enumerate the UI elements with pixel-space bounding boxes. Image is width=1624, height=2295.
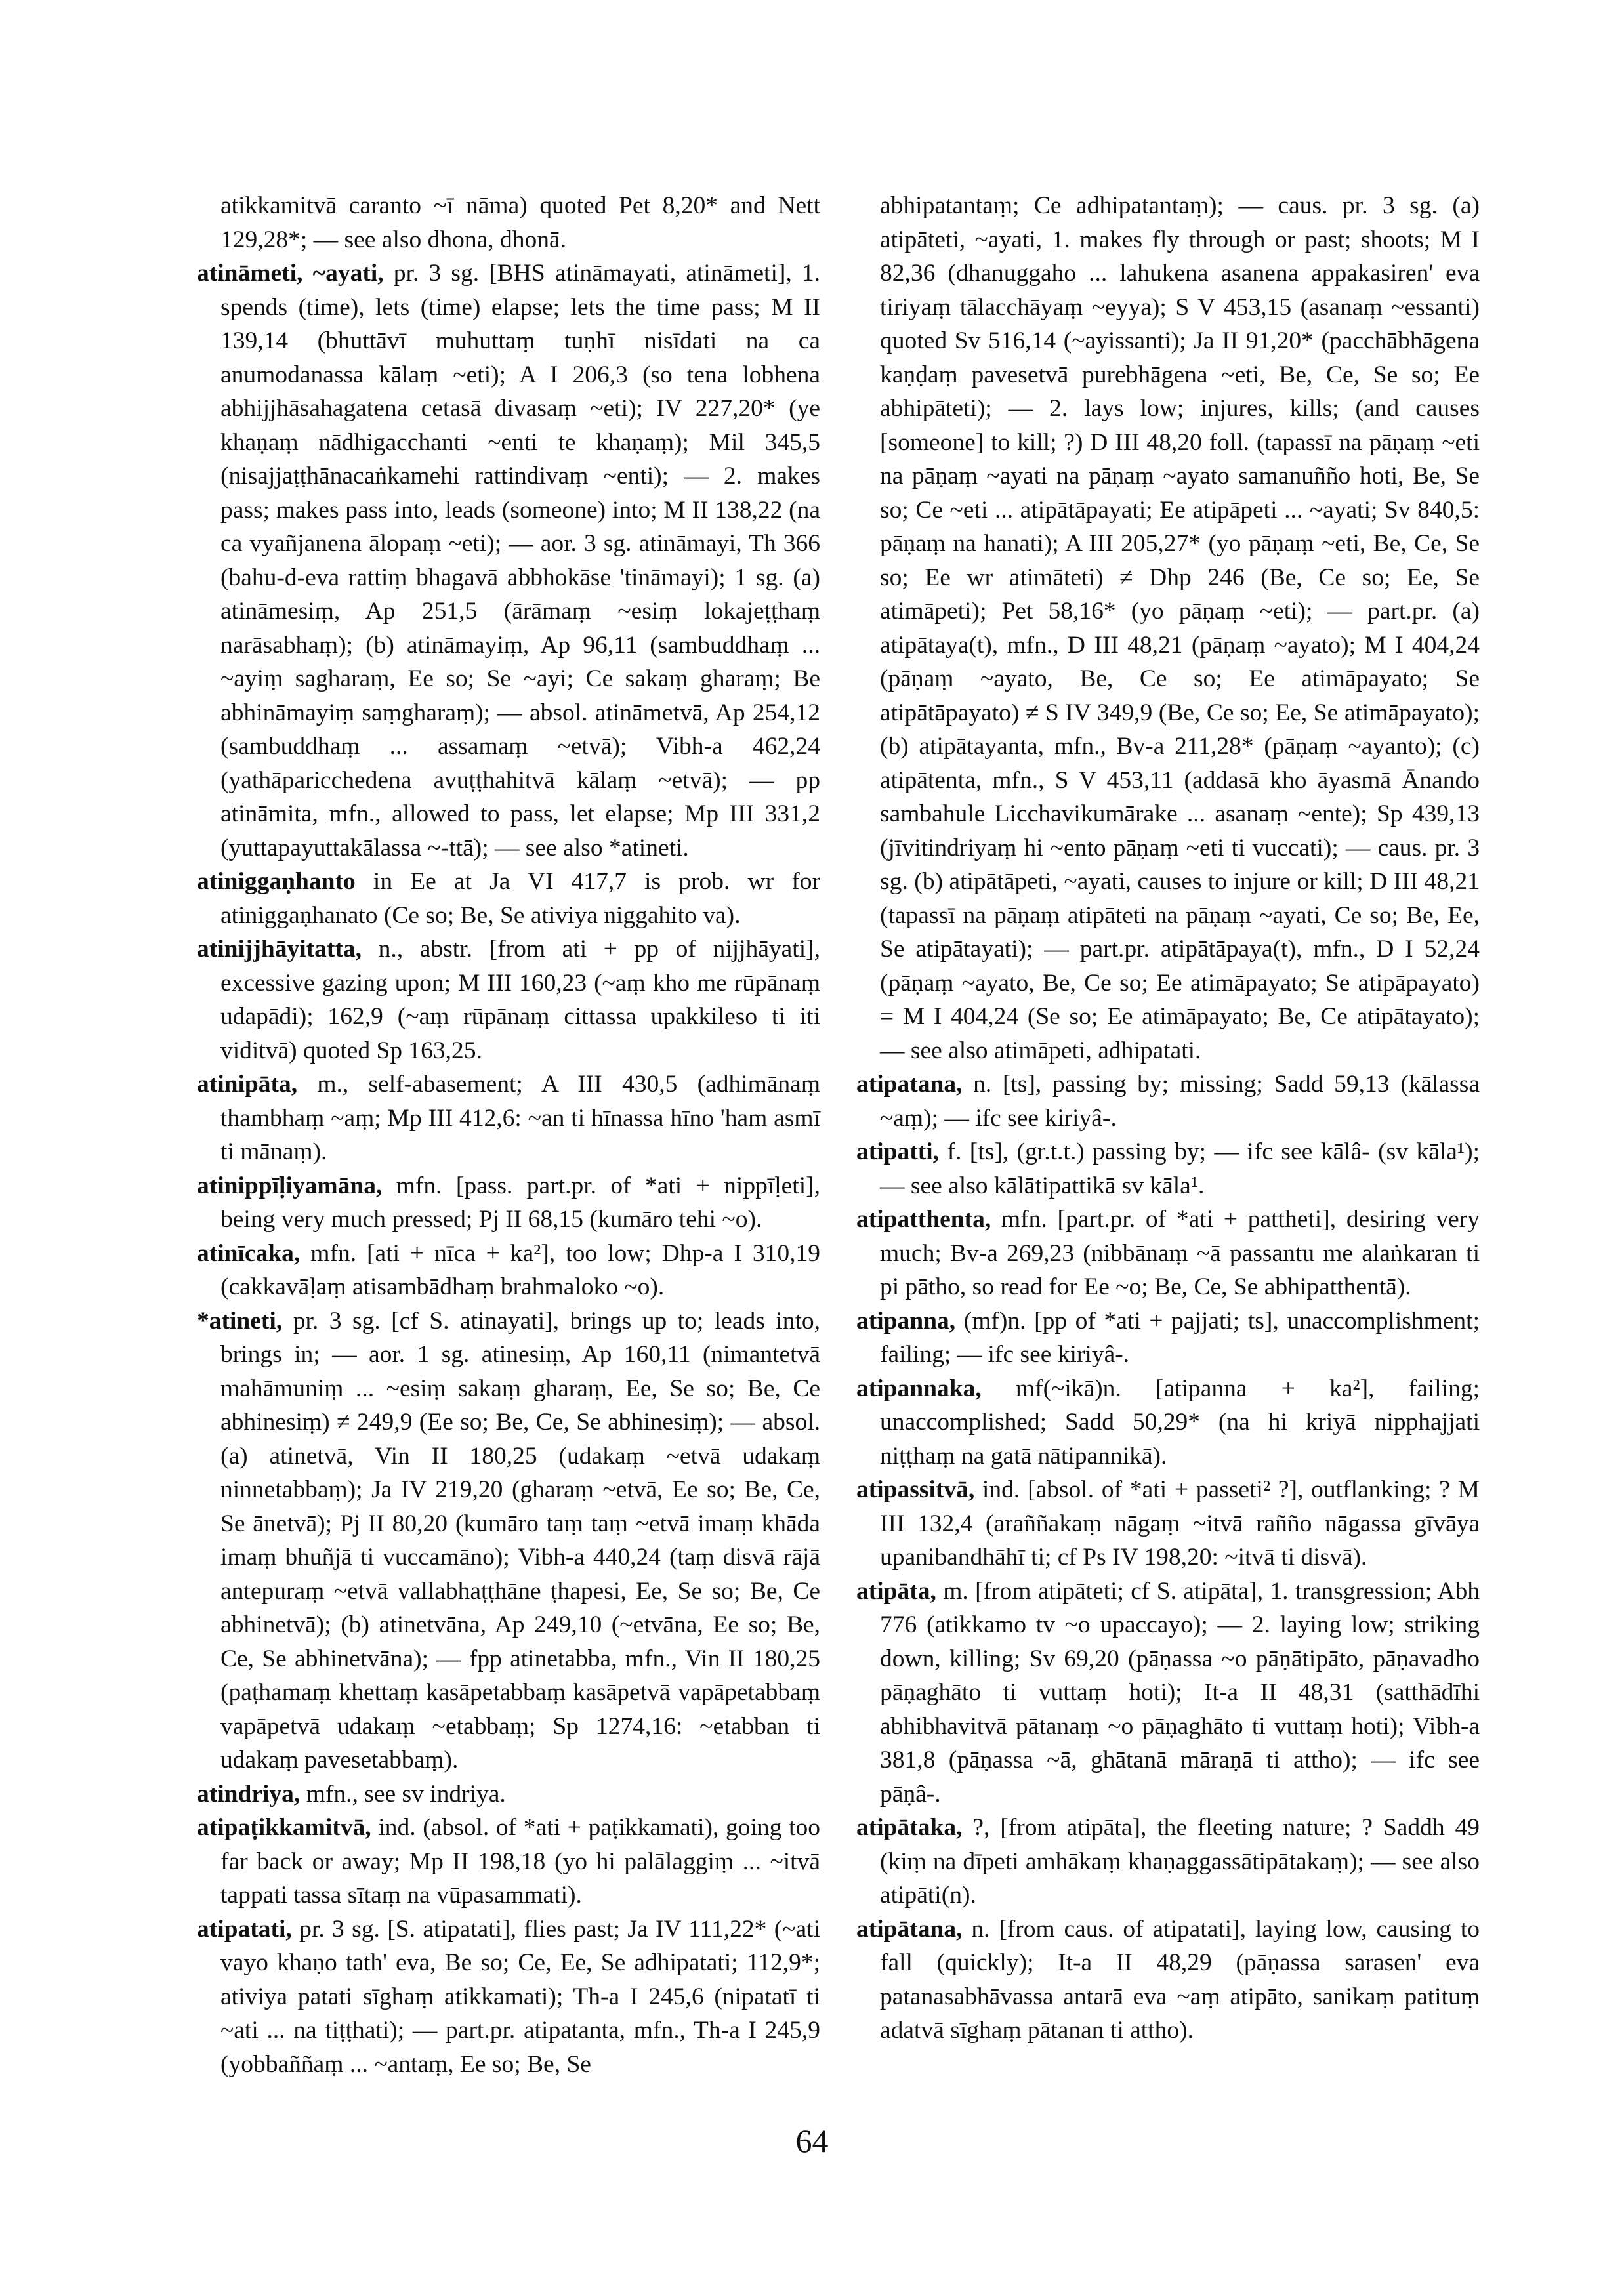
dictionary-entry bbox=[197, 1237, 820, 1304]
dictionary-entry bbox=[856, 1372, 1480, 1474]
entry-body: mfn. [ati + nīca + ka²], too low; Dhp-a I 310,19 (cakkavāḷaṃ atisambādhaṃ brahmaloko ~o). bbox=[220, 1239, 821, 1300]
dictionary-entry bbox=[856, 1135, 1480, 1203]
entry-headword: atiniggaṇhanto bbox=[197, 868, 356, 895]
dictionary-entry bbox=[197, 932, 820, 1067]
right-column bbox=[856, 189, 1480, 2048]
dictionary-entry bbox=[856, 1912, 1480, 2048]
entry-body: n. [from caus. of atipatati], laying low, causing to fall (quickly); It-a II 48,29 (pāṇassa sarasen' eva patanasabhāvassa antarā eva ~aṃ atipāto, sanikaṃ patituṃ adatvā sīghaṃ pātanan ti attho). bbox=[880, 1915, 1480, 2044]
dictionary-entry bbox=[856, 1304, 1480, 1372]
entry-body: mfn. [part.pr. of *ati + pattheti], desiring very much; Bv-a 269,23 (nibbānaṃ ~ā passantu me alaṅkaran ti pi pātho, so read for Ee ~o; Be, Ce, Se abhipatthentā). bbox=[880, 1206, 1480, 1300]
entry-body: n., abstr. [from ati + pp of nijjhāyati], excessive gazing upon; M III 160,23 (~aṃ kho me rūpānaṃ udapādi); 162,9 (~aṃ rūpānaṃ cittassa upakkileso ti iti viditvā) quoted Sp 163,25. bbox=[220, 936, 821, 1064]
entry-body: abhipatantaṃ; Ce adhipatantaṃ); — caus. pr. 3 sg. (a) atipāteti, ~ayati, 1. makes fly through or past; shoots; M I 82,36 (dhanuggaho ... lahukena asanena appakasiren' eva tiriyaṃ tālacchāyaṃ ~eyya); S V 453,15 (asanaṃ ~essanti) quoted Sv 516,14 (~ayissanti); Ja II 91,20* (pacchābhāgena kaṇḍaṃ pavesetvā purebhāgena ~eti, Be, Ce, Se so; Ee abhipāteti); — 2. lays low; injures, kills; (and causes [someone] to kill; ?) D III 48,20 foll. (tapassī na pāṇaṃ ~eti na pāṇaṃ ~ayati na pāṇaṃ ~ayato samanuñño hoti, Be, Se so; Ce ~eti ... atipātāpayati; Ee atipāpeti ... ~ayati; Sv 840,5: pāṇaṃ na hanati); A III 205,27* (yo pāṇaṃ ~eti, Be, Ce, Se so; Ee wr atimāteti) ≠ Dhp 246 (Be, Ce so; Ee, Se atimāpeti); Pet 58,16* (yo pāṇaṃ ~eti); — part.pr. (a) atipātaya(t), mfn., D III 48,21 (pāṇaṃ ~ayato); M I 404,24 (pāṇaṃ ~ayato, Be, Ce so; Ee atimāpayato; Se atipātāpayato) ≠ S IV 349,9 (Be, Ce so; Ee, Se atimāpayato); (b) atipātayanta, mfn., Bv-a 211,28* (pāṇaṃ ~ayanto); (c) atipātenta, mfn., S V 453,11 (addasā kho āyasmā Ānando sambahule Licchavikumārake ... asanaṃ ~ente); Sp 439,13 (jīvitindriyaṃ hi ~ento pāṇaṃ ~eti ti vuccati); — caus. pr. 3 sg. (b) atipātāpeti, ~ayati, causes to injure or kill; D III 48,21 (tapassī na pāṇaṃ atipāteti na pāṇaṃ ~ayati, Ce so; Be, Ee, Se atipātayati); — part.pr. atipātāpaya(t), mfn., D I 52,24 (pāṇaṃ ~ayato, Be, Ce so; Ee atimāpayato; Se atipāpayato) = M I 404,24 (Se so; Ee atimāpayato; Be, Ce atipātayato); — see also atimāpeti, adhipatati. bbox=[880, 192, 1480, 1064]
dictionary-entry bbox=[197, 1067, 820, 1169]
entry-headword: atināmeti, ~ayati, bbox=[197, 260, 384, 287]
entry-headword: atinīcaka, bbox=[197, 1239, 301, 1267]
dictionary-entry bbox=[856, 1473, 1480, 1575]
entry-headword: atipātaka, bbox=[856, 1814, 963, 1841]
entry-headword: atindriya, bbox=[197, 1780, 301, 1808]
entry-body: pr. 3 sg. [cf S. atinayati], brings up to; leads into, brings in; — aor. 1 sg. atinesiṃ, Ap 160,11 (nimantetvā mahāmuniṃ ... ~esiṃ sakaṃ gharaṃ, Ee, Se so; Be, Ce abhinesiṃ) ≠ 249,9 (Ee so; Be, Ce, Se abhinesiṃ); — absol. (a) atinetvā, Vin II 180,25 (udakaṃ ~etvā udakaṃ ninnetabbaṃ); Ja IV 219,20 (gharaṃ ~etvā, Ee so; Be, Ce, Se ānetvā); Pj II 80,20 (kumāro taṃ taṃ ~etvā imaṃ khāda imaṃ bhuñjā ti vuccamāno); Vibh-a 440,24 (taṃ disvā rājā antepuraṃ ~etvā vallabhaṭṭhāne ṭhapesi, Ee, Se so; Be, Ce abhinetvā); (b) atinetvāna, Ap 249,10 (~etvāna, Ee so; Be, Ce, Se abhinetvāna); — fpp atinetabba, mfn., Vin II 180,25 (paṭhamaṃ khettaṃ kasāpetabbaṃ kasāpetvā vapāpetabbaṃ vapāpetvā udakaṃ ~etabbaṃ; Sp 1274,16: ~etabban ti udakaṃ pavesetabbaṃ). bbox=[220, 1307, 821, 1773]
entry-headword: atipaṭikkamitvā, bbox=[197, 1814, 371, 1841]
entry-headword: atipatthenta, bbox=[856, 1206, 991, 1233]
entry-headword: atipanna, bbox=[856, 1307, 956, 1334]
entry-body: ind. (absol. of *ati + paṭikkamati), going too far back or away; Mp II 198,18 (yo hi palālaggiṃ ... ~itvā tappati tassa sītaṃ na vūpasammati). bbox=[220, 1814, 820, 1909]
entry-headword: atipatana, bbox=[856, 1071, 963, 1098]
entry-body: m. [from atipāteti; cf S. atipāta], 1. transgression; Abh 776 (atikkamo tv ~o upaccayo); — 2. laying low; striking down, killing; Sv 69,20 (pāṇassa ~o pāṇātipāto, pāṇavadho pāṇaghāto ti vuttaṃ hoti); It-a II 48,31 (satthādīhi abhibhavitvā pātanaṃ ~o pāṇaghāto ti vuttaṃ hoti); Vibh-a 381,8 (pāṇassa ~ā, ghātanā māraṇā ti attho); — ifc see pāṇâ-. bbox=[880, 1577, 1480, 1808]
page-number: 64 bbox=[795, 2122, 829, 2159]
dictionary-entry bbox=[197, 1777, 820, 1811]
entry-headword: *atineti, bbox=[197, 1307, 283, 1334]
dictionary-entry bbox=[856, 189, 1480, 1067]
entry-body: mfn. [pass. part.pr. of *ati + nippīḷeti], being very much pressed; Pj II 68,15 (kumāro tehi ~o). bbox=[220, 1172, 820, 1233]
dictionary-entry bbox=[856, 1811, 1480, 1912]
entry-body: f. [ts], (gr.t.t.) passing by; — ifc see kālâ- (sv kāla¹); — see also kālātipattikā sv kāla¹. bbox=[880, 1138, 1480, 1199]
dictionary-entry bbox=[856, 1203, 1480, 1304]
dictionary-entry bbox=[197, 257, 820, 865]
entry-body: mf(~ikā)n. [atipanna + ka²], failing; unaccomplished; Sadd 50,29* (na hi kriyā nipphajjati niṭṭhaṃ na gatā nātipannikā). bbox=[880, 1375, 1480, 1470]
dictionary-entry bbox=[197, 1912, 820, 2082]
dictionary-entry bbox=[197, 189, 820, 257]
dictionary-entry bbox=[197, 865, 820, 932]
dictionary-entry bbox=[197, 1169, 820, 1237]
dictionary-entry bbox=[856, 1575, 1480, 1811]
entry-body: m., self-abasement; A III 430,5 (adhimānaṃ thambhaṃ ~aṃ; Mp III 412,6: ~an ti hīnassa hīno 'ham asmī ti mānaṃ). bbox=[220, 1071, 820, 1165]
entry-headword: atipassitvā, bbox=[856, 1476, 975, 1503]
entry-body: (mf)n. [pp of *ati + pajjati; ts], unaccomplishment; failing; — ifc see kiriyâ-. bbox=[880, 1307, 1480, 1368]
entry-headword: atipāta, bbox=[856, 1577, 936, 1605]
dictionary-entry bbox=[197, 1811, 820, 1912]
entry-body: ind. [absol. of *ati + passeti² ?], outflanking; ? M III 132,4 (araññakaṃ nāgaṃ ~itvā rañño nāgassa gīvāya upanibandhāhī ti; cf Ps IV 198,20: ~itvā ti disvā). bbox=[880, 1476, 1480, 1571]
entry-body: mfn., see sv indriya. bbox=[306, 1780, 506, 1808]
entry-headword: atipatti, bbox=[856, 1138, 940, 1165]
dictionary-entry bbox=[197, 1304, 820, 1777]
entry-body: in Ee at Ja VI 417,7 is prob. wr for atiniggaṇhanato (Ce so; Be, Se ativiya niggahito va). bbox=[220, 868, 820, 929]
entry-body: atikkamitvā caranto ~ī nāma) quoted Pet 8,20* and Nett 129,28*; — see also dhona, dhonā. bbox=[220, 192, 820, 253]
entry-body: pr. 3 sg. [S. atipatati], flies past; Ja IV 111,22* (~ati vayo khaṇo tath' eva, Be so; Ce, Ee, Se adhipatati; 112,9*; ativiya patati sīghaṃ atikkamati); Th-a I 245,6 (nipatatī ti ~ati ... na tiṭṭhati); — part.pr. atipatanta, mfn., Th-a I 245,9 (yobbaññaṃ ... ~antaṃ, Ee so; Be, Se bbox=[220, 1915, 820, 2078]
entry-headword: atinijjhāyitatta, bbox=[197, 936, 362, 962]
entry-headword: atipannaka, bbox=[856, 1375, 982, 1402]
dictionary-entry bbox=[856, 1067, 1480, 1135]
entry-body: pr. 3 sg. [BHS atināmayati, atināmeti], 1. spends (time), lets (time) elapse; lets the time pass; M II 139,14 (bhuttāvī muhuttaṃ tuṇhī nisīdati na ca anumodanassa kālaṃ ~eti); A I 206,3 (so tena lobhena abhijjhāsahagatena cetasā divasaṃ ~eti); IV 227,20* (ye khaṇaṃ nādhigacchanti ~enti te khaṇaṃ); Mil 345,5 (nisajjaṭṭhānacaṅkamehi rattindivaṃ ~enti); — 2. makes pass; makes pass into, leads (someone) into; M II 138,22 (na ca vyañjanena ālopaṃ ~eti); — aor. 3 sg. atināmayi, Th 366 (bahu-d-eva rattiṃ bhagavā abbhokāse 'tināmayi); 1 sg. (a) atināmesiṃ, Ap 251,5 (ārāmaṃ ~esiṃ lokajeṭṭhaṃ narāsabhaṃ); (b) atināmayiṃ, Ap 96,11 (sambuddhaṃ ... ~ayiṃ sagharaṃ, Ee so; Se ~ayi; Ce sakaṃ gharaṃ; Be abhināmayiṃ saṃgharaṃ); — absol. atināmetvā, Ap 254,12 (sambuddhaṃ ... assamaṃ ~etvā); Vibh-a 462,24 (yathāparicchedena avuṭṭhahitvā kālaṃ ~etvā); — pp atināmita, mfn., allowed to pass, let elapse; Mp III 331,2 (yuttapayuttakālassa ~-ttā); — see also *atineti. bbox=[220, 260, 821, 861]
left-column bbox=[197, 189, 820, 2081]
entry-body: ?, [from atipāta], the fleeting nature; ? Saddh 49 (kiṃ na dīpeti amhākaṃ khaṇaggassātipātakaṃ); — see also atipāti(n). bbox=[880, 1814, 1480, 1909]
entry-body: n. [ts], passing by; missing; Sadd 59,13 (kālassa ~aṃ); — ifc see kiriyâ-. bbox=[880, 1071, 1480, 1132]
entry-headword: atinippīḷiyamāna, bbox=[197, 1172, 383, 1199]
entry-headword: atinipāta, bbox=[197, 1071, 298, 1098]
entry-headword: atipātana, bbox=[856, 1915, 963, 1943]
entry-headword: atipatati, bbox=[197, 1915, 292, 1943]
